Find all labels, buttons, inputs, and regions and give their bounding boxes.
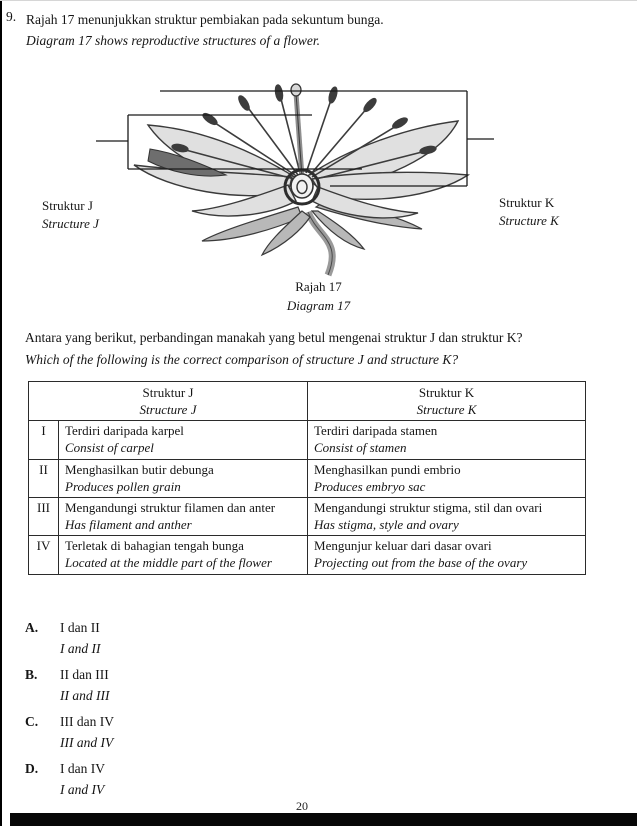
question-prompt: [25, 327, 615, 371]
question-intro: [6, 9, 626, 51]
caption-ms: Rajah 17: [295, 279, 342, 294]
option-c: [25, 711, 585, 753]
table-row: [29, 536, 586, 574]
label-structure-j: [42, 197, 99, 233]
cell-k: Mengunjur keluar dari dasar ovari Projecting out from the base of the ovary: [308, 536, 586, 574]
cell-k: Terdiri daripada stamen Consist of stamen: [308, 421, 586, 459]
question-intro-en: Diagram 17 shows reproductive structures of a flower.: [26, 33, 320, 48]
cell-k: Mengandungi struktur stigma, stil dan ovari Has stigma, style and ovary: [308, 497, 586, 535]
option-b-letter: B.: [25, 667, 38, 682]
option-c-letter: C.: [25, 714, 39, 729]
table-row: [29, 459, 586, 497]
page-number: 20: [296, 799, 308, 813]
option-a-ms: I dan II: [60, 620, 100, 635]
question-intro-ms: Rajah 17 menunjukkan struktur pembiakan pada sekuntum bunga.: [26, 12, 384, 27]
option-c-en: III and IV: [60, 735, 114, 750]
question-prompt-en: Which of the following is the correct comparison of structure J and structure K?: [25, 352, 459, 367]
diagram-caption: [0, 277, 637, 315]
comparison-table: [28, 381, 586, 575]
cell-j: Menghasilkan butir debunga Produces pollen grain: [59, 459, 308, 497]
row-numeral: IV: [29, 536, 59, 574]
flower-diagram: [0, 79, 637, 279]
option-a-letter: A.: [25, 620, 39, 635]
option-d-en: I and IV: [60, 782, 105, 797]
scan-bottom-bar: [10, 813, 637, 826]
header-structure-k: Struktur K Structure K: [308, 382, 586, 421]
cell-k: Menghasilkan pundi embrio Produces embryo sac: [308, 459, 586, 497]
option-a-en: I and II: [60, 641, 101, 656]
label-structure-k-en: Structure K: [499, 213, 559, 228]
option-d-ms: I dan IV: [60, 761, 105, 776]
table-header-row: [29, 382, 586, 421]
table-row: [29, 497, 586, 535]
row-numeral: II: [29, 459, 59, 497]
cell-j: Terdiri daripada karpel Consist of carpel: [59, 421, 308, 459]
row-numeral: III: [29, 497, 59, 535]
table-row: [29, 421, 586, 459]
question-prompt-ms: Antara yang berikut, perbandingan manakah yang betul mengenai struktur J dan struktur K?: [25, 330, 523, 345]
label-structure-k: [499, 194, 559, 230]
option-d: [25, 758, 585, 800]
label-structure-j-ms: Struktur J: [42, 198, 93, 213]
option-b-en: II and III: [60, 688, 110, 703]
option-b: [25, 664, 585, 706]
option-b-ms: II dan III: [60, 667, 109, 682]
caption-en: Diagram 17: [286, 298, 351, 313]
header-structure-j: Struktur J Structure J: [29, 382, 308, 421]
cell-j: Terletak di bahagian tengah bunga Located at the middle part of the flower: [59, 536, 308, 574]
answer-options: [25, 617, 585, 805]
question-number: 9.: [6, 9, 17, 24]
option-c-ms: III dan IV: [60, 714, 114, 729]
label-structure-j-en: Structure J: [42, 216, 99, 231]
option-d-letter: D.: [25, 761, 39, 776]
option-a: [25, 617, 585, 659]
cell-j: Mengandungi struktur filamen dan anter Has filament and anther: [59, 497, 308, 535]
row-numeral: I: [29, 421, 59, 459]
label-structure-k-ms: Struktur K: [499, 195, 555, 210]
flower-illustration: [30, 79, 590, 279]
